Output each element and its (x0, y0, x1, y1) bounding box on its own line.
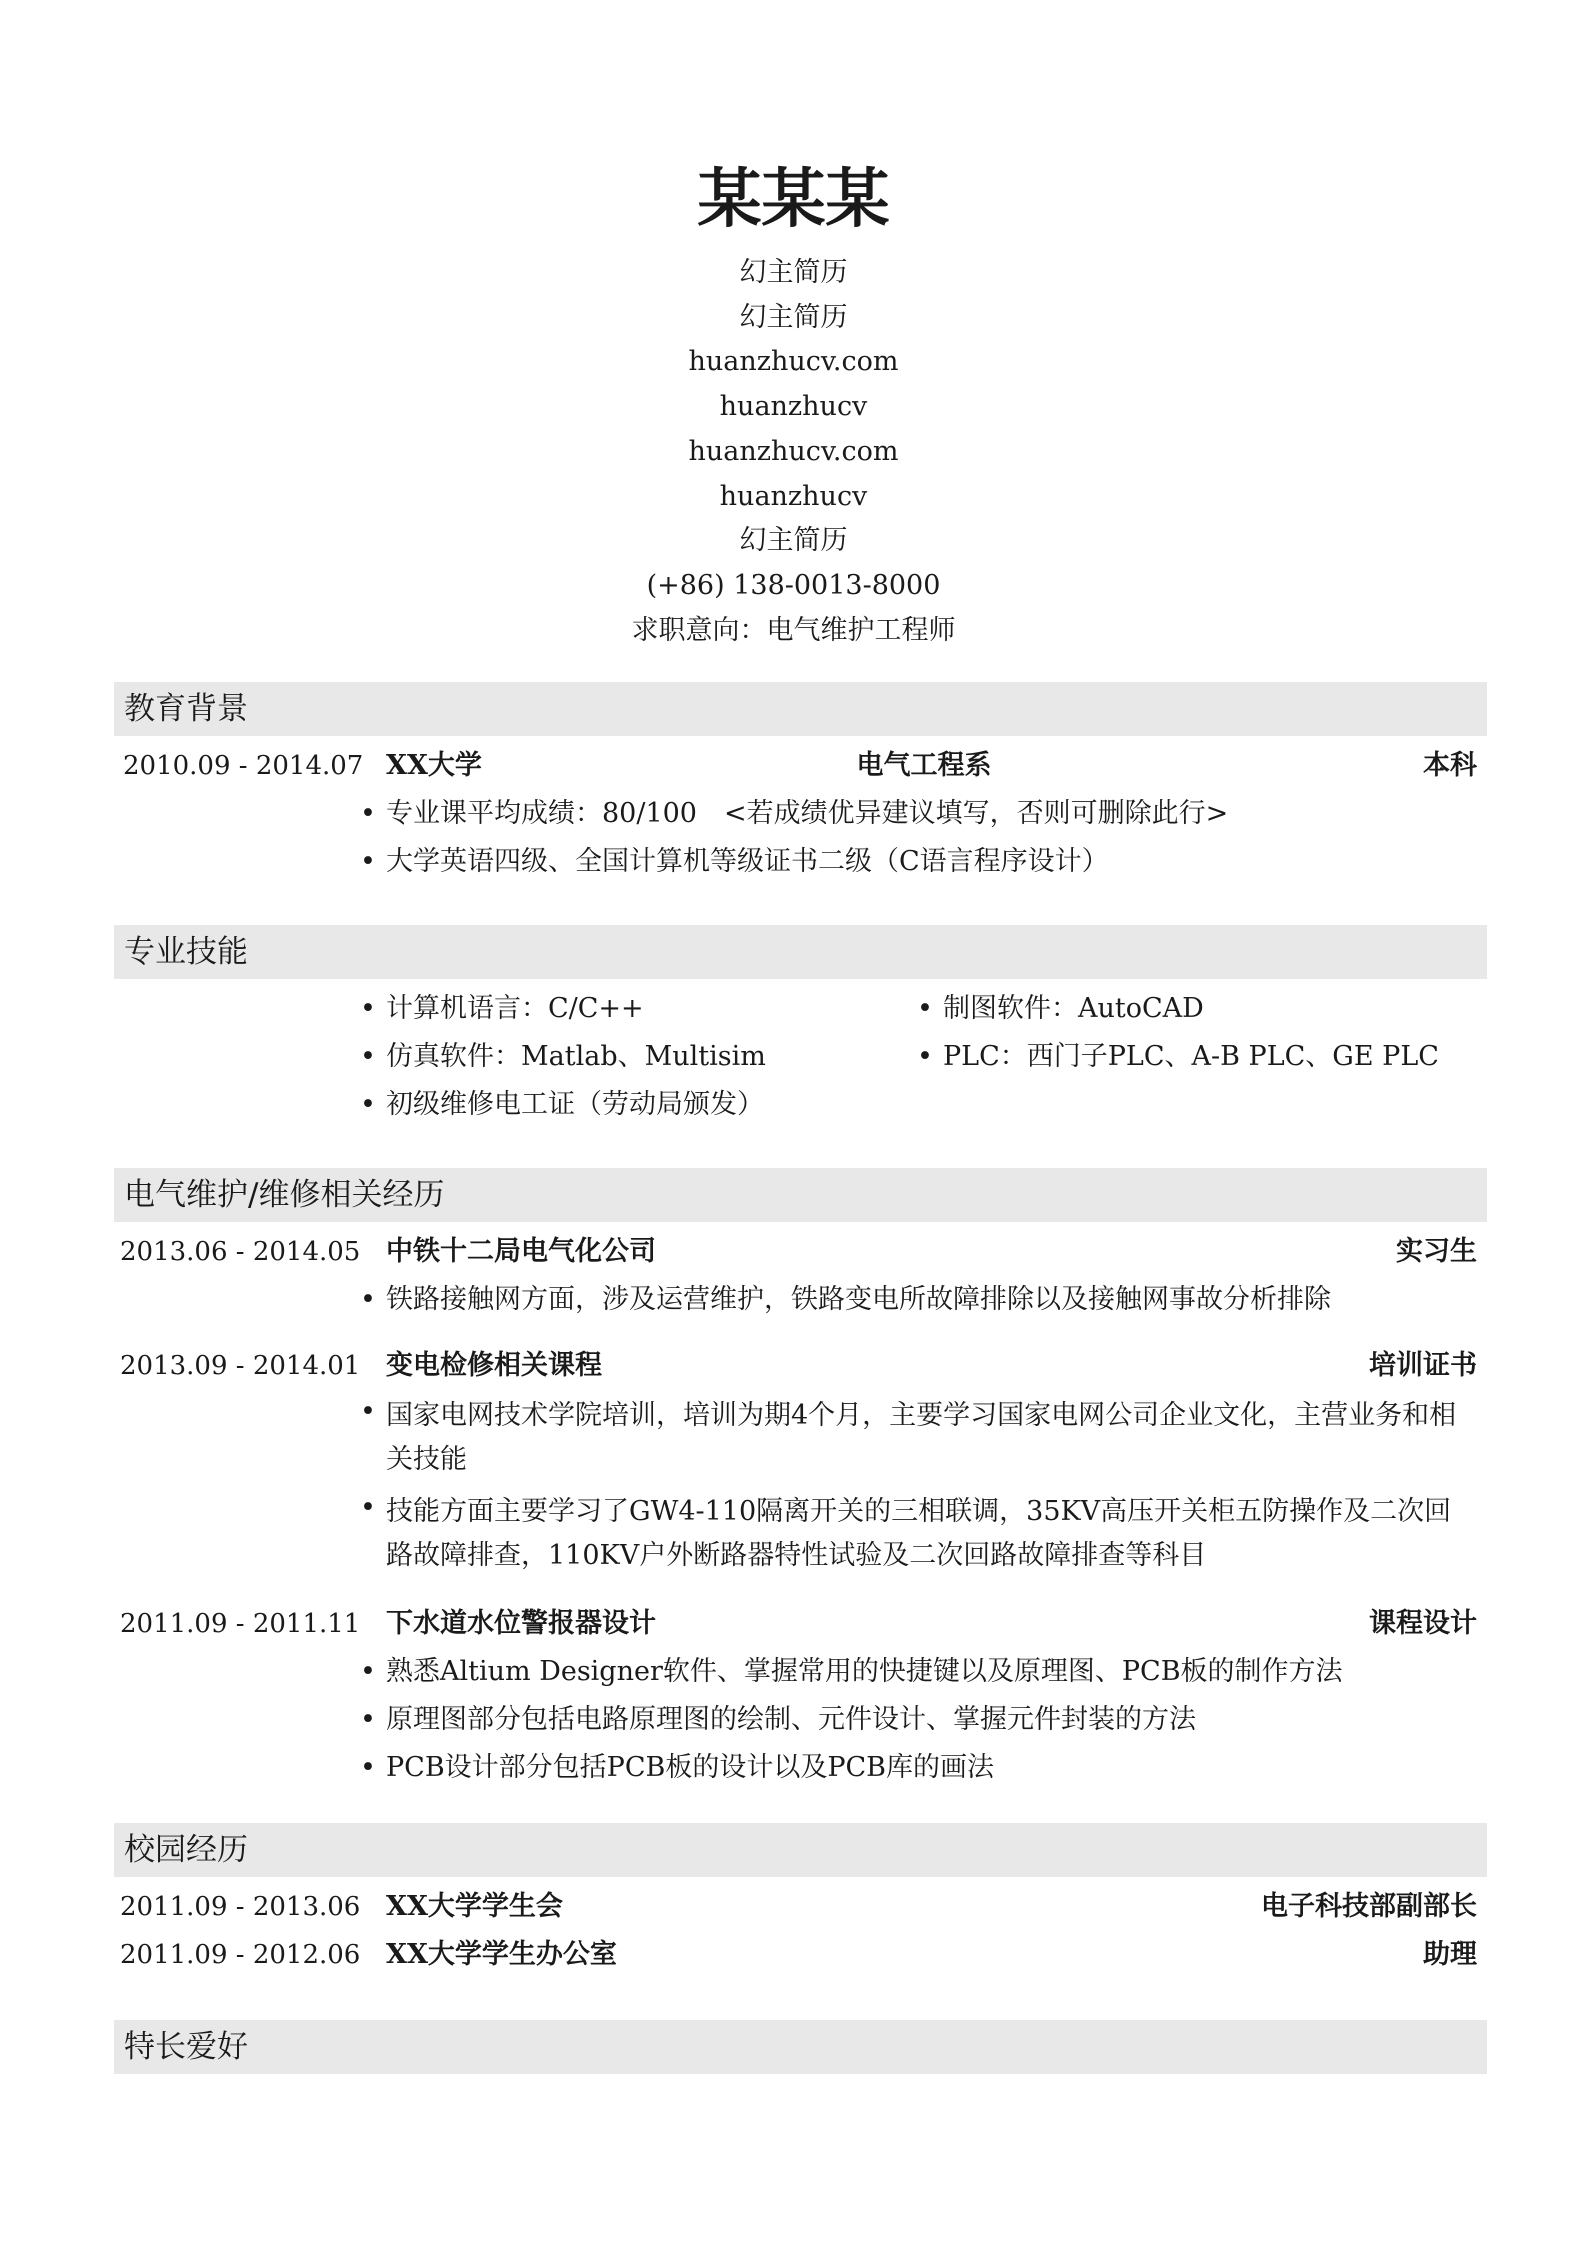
entry-role: 实习生 (1396, 1236, 1477, 1267)
education-section (114, 682, 1487, 886)
phone: (+86) 138-0013-8000 (646, 569, 941, 601)
entry-org: XX大学学生办公室 (386, 1939, 617, 1970)
entry-date: 2011.09 - 2012.06 (120, 1940, 361, 1970)
entry-role: 培训证书 (1369, 1350, 1477, 1381)
entry-date: 2010.09 - 2014.07 (123, 751, 364, 781)
website: huanzhucv.com (688, 346, 899, 378)
skill-item: • 制图软件：AutoCAD (943, 985, 1204, 1033)
info-line: 幻主简历 (739, 301, 848, 333)
section-heading: 教育背景 (114, 682, 1487, 736)
list-item: • 铁路接触网方面，涉及运营维护，铁路变电所故障排除以及接触网事故分析排除 (386, 1276, 1487, 1324)
skill-item: • 初级维修电工证（劳动局颁发） (386, 1081, 764, 1129)
experience-entry (114, 1228, 1487, 1324)
entry-date: 2011.09 - 2013.06 (120, 1892, 361, 1922)
campus-entry (114, 1883, 1487, 1931)
hobbies-section (114, 2020, 1487, 2074)
skill-item: • 仿真软件：Matlab、Multisim (386, 1033, 766, 1081)
entry-org: 变电检修相关课程 (386, 1350, 602, 1381)
skills-section (114, 925, 1487, 1130)
entry-org: 中铁十二局电气化公司 (386, 1236, 656, 1267)
experience-section (114, 1168, 1487, 1792)
info-line: 幻主简历 (739, 257, 848, 288)
section-heading: 专业技能 (114, 925, 1487, 979)
education-entry (114, 742, 1487, 886)
section-heading: 特长爱好 (114, 2020, 1487, 2074)
info-line: huanzhucv (719, 480, 868, 512)
major: 电气工程系 (856, 750, 992, 781)
entry-role: 助理 (1423, 1939, 1477, 1970)
experience-entry (114, 1342, 1487, 1582)
school-name: XX大学 (386, 750, 482, 781)
job-objective: 求职意向：电气维护工程师 (631, 614, 956, 646)
campus-entry (114, 1931, 1487, 1979)
skill-item: • PLC：西门子PLC、A-B PLC、GE PLC (943, 1033, 1439, 1081)
list-item: • 原理图部分包括电路原理图的绘制、元件设计、掌握元件封装的方法 (386, 1696, 1487, 1744)
info-line: 幻主简历 (739, 525, 848, 557)
resume-header (0, 155, 1587, 653)
skill-item: • 计算机语言：C/C++ (386, 985, 644, 1033)
section-heading: 校园经历 (114, 1823, 1487, 1877)
entry-role: 电子科技部副部长 (1261, 1891, 1477, 1922)
section-heading: 电气维护/维修相关经历 (114, 1168, 1487, 1222)
list-item: • 熟悉Altium Designer软件、掌握常用的快捷键以及原理图、PCB板的制作方法 (386, 1648, 1487, 1696)
list-item: • 国家电网技术学院培训，培训为期4个月，主要学习国家电网公司企业文化，主营业务和相关技能 (386, 1390, 1487, 1486)
list-item: • 专业课平均成绩：80/100 <若成绩优异建议填写，否则可删除此行> (386, 790, 1487, 838)
degree: 本科 (1423, 750, 1477, 781)
entry-org: XX大学学生会 (386, 1891, 563, 1922)
entry-org: 下水道水位警报器设计 (386, 1608, 656, 1639)
candidate-name: 某某某 (697, 163, 890, 237)
entry-role: 课程设计 (1369, 1608, 1477, 1639)
experience-entry (114, 1600, 1487, 1792)
list-item: • 大学英语四级、全国计算机等级证书二级（C语言程序设计） (386, 838, 1487, 886)
entry-date: 2013.09 - 2014.01 (120, 1351, 361, 1381)
website: huanzhucv.com (688, 435, 899, 467)
entry-date: 2013.06 - 2014.05 (120, 1237, 361, 1267)
campus-section (114, 1823, 1487, 1979)
list-item: • PCB设计部分包括PCB板的设计以及PCB库的画法 (386, 1744, 1487, 1792)
info-line: huanzhucv (719, 391, 868, 423)
list-item: • 技能方面主要学习了GW4-110隔离开关的三相联调，35KV高压开关柜五防操作及二次回路故障排查，110KV户外断路器特性试验及二次回路故障排查等科目 (386, 1486, 1487, 1582)
entry-date: 2011.09 - 2011.11 (120, 1609, 361, 1639)
